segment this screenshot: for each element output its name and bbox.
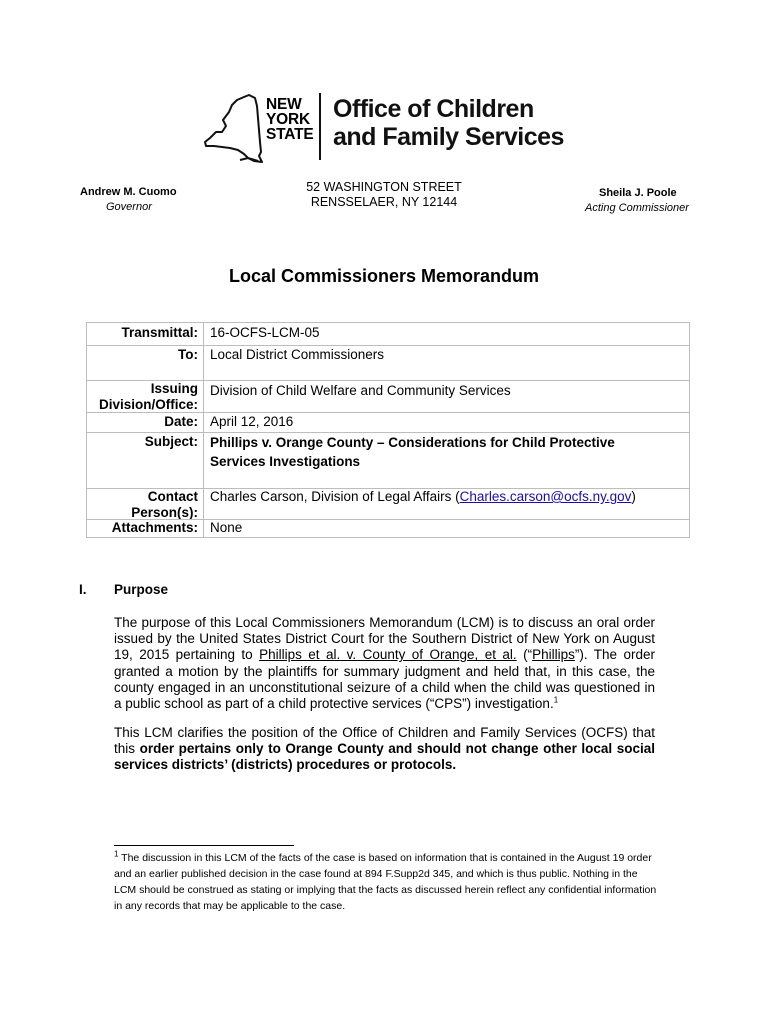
section-number: I. <box>79 582 87 597</box>
logo-divider <box>319 93 321 160</box>
transmittal-label: Transmittal: <box>121 325 198 340</box>
office-name-line2: and Family Services <box>333 123 564 151</box>
date-label: Date: <box>164 414 198 429</box>
commissioner-name: Sheila J. Poole <box>599 187 677 199</box>
subject-line1: Phillips v. Orange County – Considerations for Child Protective <box>210 435 615 450</box>
memo-header-table <box>86 322 690 538</box>
new-york-state-map-icon <box>202 92 264 164</box>
logo-word-york: YORK <box>266 111 310 128</box>
commissioner-title: Acting Commissioner <box>585 202 689 214</box>
contact-value <box>210 489 636 505</box>
table-row-divider <box>87 345 689 346</box>
purpose-paragraph-2 <box>114 725 655 774</box>
issuing-value: Division of Child Welfare and Community Services <box>210 383 511 398</box>
para1-text-3: ”). The order granted a motion by the plaintiffs for summary judgment and held that, in this case, the county engaged in an unconstitutional seizure of a child when the child was questioned in a public school as part of a child protective services (“CPS”) investigation. <box>114 647 655 712</box>
subject-label: Subject: <box>144 434 198 449</box>
para2-text: This LCM clarifies the position of the Office of Children and Family Services (OCFS) that this <box>114 725 655 757</box>
office-name-line1: Office of Children <box>333 95 534 123</box>
contact-close-paren: ) <box>631 489 636 504</box>
issuing-label-line2: Division/Office: <box>98 397 198 412</box>
footnote-reference[interactable]: 1 <box>553 695 559 705</box>
contact-name-text: Charles Carson, Division of Legal Affairs ( <box>210 489 460 504</box>
governor-title: Governor <box>106 201 152 213</box>
date-value: April 12, 2016 <box>210 414 294 429</box>
contact-label-line1: Contact <box>147 489 198 504</box>
attachments-value: None <box>210 520 243 535</box>
logo-word-new: NEW <box>266 96 302 113</box>
to-label: To: <box>178 347 198 362</box>
para1-text-1: The purpose of this Local Commissioners Memorandum (LCM) is to discuss an oral order issued by the United States District Court for the Southern District of New York on August 19, 2015 pertaining to <box>114 615 655 663</box>
table-column-divider <box>203 323 204 537</box>
transmittal-value: 16-OCFS-LCM-05 <box>210 325 320 340</box>
footnote <box>114 850 659 914</box>
issuing-label-line1: Issuing <box>150 381 198 396</box>
para1-text-2: (“ <box>516 647 533 663</box>
case-short-name-underlined: Phillips <box>532 647 575 663</box>
case-name-underlined: Phillips et al. v. County of Orange, et al. <box>259 647 517 663</box>
to-value: Local District Commissioners <box>210 347 385 362</box>
footnote-separator <box>114 845 294 846</box>
contact-email-link[interactable]: Charles.carson@ocfs.ny.gov <box>459 489 632 504</box>
section-title: Purpose <box>114 582 169 597</box>
footnote-number: 1 <box>114 849 119 859</box>
contact-label-line2: Person(s): <box>131 505 198 520</box>
logo-word-state: STATE <box>266 126 314 143</box>
table-row-divider <box>87 412 689 413</box>
memo-title: Local Commissioners Memorandum <box>228 266 540 286</box>
para2-bold-text: order pertains only to Orange County and should not change other local social services districts’ (districts) procedures or protocols. <box>114 741 655 773</box>
purpose-paragraph-1 <box>114 615 655 712</box>
address-line2: RENSSELAER, NY 12144 <box>310 195 458 209</box>
address-line1: 52 WASHINGTON STREET <box>306 180 462 194</box>
footnote-text: The discussion in this LCM of the facts of the case is based on information that is contained in the August 19 order and an earlier published decision in the case found at 894 F.Supp2d 345, and which is thus public. Nothing in the LCM should be construed as stating or implying that the facts as discussed herein reflect any confidential information in any records that may be applicable to the case. <box>114 852 657 912</box>
governor-name: Andrew M. Cuomo <box>80 186 177 198</box>
attachments-label: Attachments: <box>111 520 198 535</box>
subject-line2: Services Investigations <box>210 454 361 469</box>
